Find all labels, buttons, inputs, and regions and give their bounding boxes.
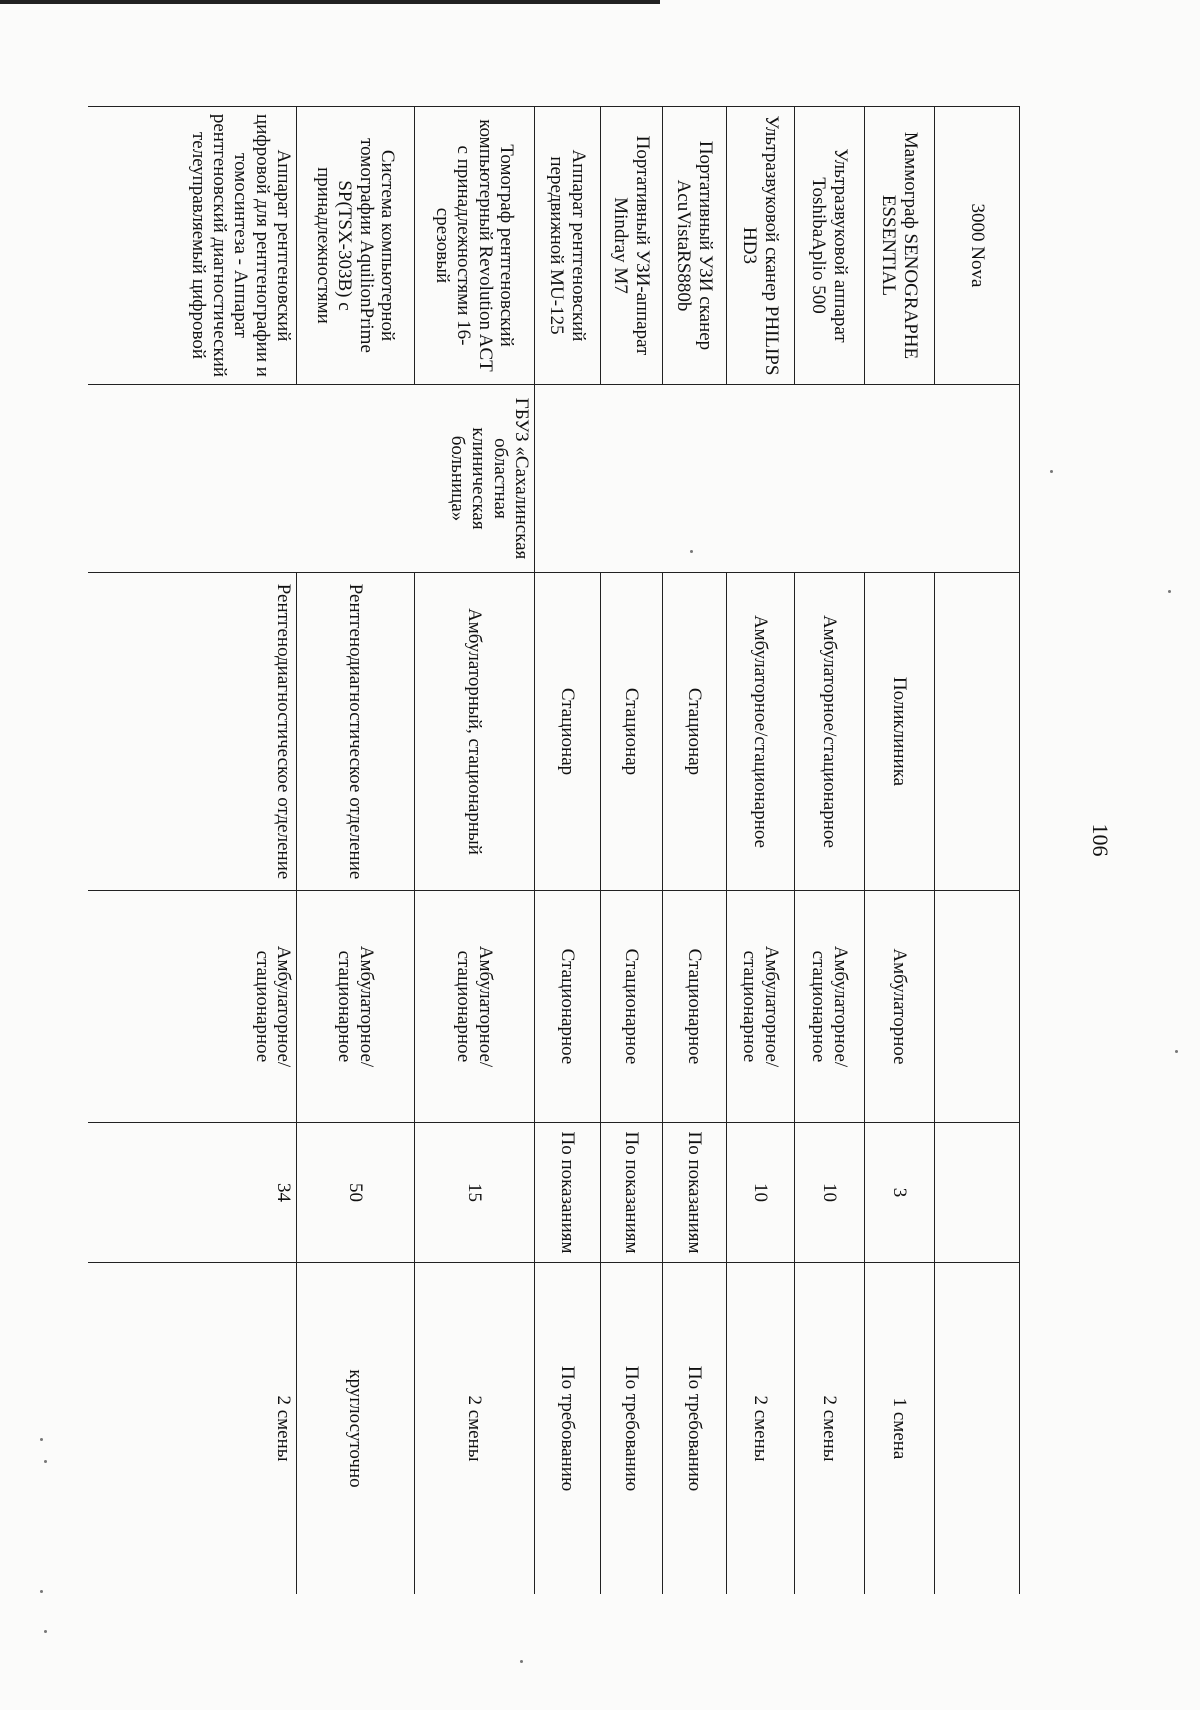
table-row [88,107,297,1595]
scan-dot [520,1660,523,1663]
mode-cell: Стационарное [601,891,663,1123]
shift-cell: По требованию [663,1263,727,1595]
organization-cell: ГБУЗ «Сахалинская областная клиническая больница» [88,385,535,573]
shift-cell [935,1263,1020,1595]
table-row [297,107,415,1595]
table-row [601,107,663,1595]
mode-cell: Стационарное [535,891,601,1123]
load-cell: 3 [865,1123,935,1263]
scan-dot [40,1438,43,1441]
table-row [935,107,1020,1595]
table-row [535,107,601,1595]
unit-cell: Стационар [663,573,727,891]
device-cell: Портативный УЗИ сканер AcuVistaRS880b [663,107,727,385]
device-cell: Ультразвуковой аппарат ToshibaAplio 500 [795,107,865,385]
scan-dot [44,1630,47,1633]
scan-dot [690,550,693,553]
mode-cell: Амбулаторное [865,891,935,1123]
load-cell: По показаниям [663,1123,727,1263]
organization-cell [535,385,1020,573]
load-cell: 50 [297,1123,415,1263]
top-border-line [0,0,660,4]
unit-cell: Рентгенодиагностическое отделение [297,573,415,891]
unit-cell: Стационар [601,573,663,891]
shift-cell: 2 смены [88,1263,297,1595]
device-cell: Система компьютерной томографии AquilionPrime SP(TSX-303B) с принадлежностями [297,107,415,385]
load-cell [935,1123,1020,1263]
mode-cell: Амбулаторное/ стационарное [88,891,297,1123]
device-cell: Портативный УЗИ-аппарат Mindray M7 [601,107,663,385]
equipment-table [88,106,1020,1594]
unit-cell: Поликлиника [865,573,935,891]
mode-cell: Амбулаторное/ стационарное [795,891,865,1123]
load-cell: 15 [415,1123,535,1263]
mode-cell: Амбулаторное/ стационарное [727,891,795,1123]
mode-cell: Стационарное [663,891,727,1123]
shift-cell: По требованию [601,1263,663,1595]
device-cell: 3000 Nova [935,107,1020,385]
load-cell: По показаниям [535,1123,601,1263]
device-cell: Томограф рентгеновский компьютерный Revolution ACT с принадлежностями 16-срезовый [415,107,535,385]
table-row [663,107,727,1595]
load-cell: 10 [795,1123,865,1263]
unit-cell: Стационар [535,573,601,891]
load-cell: По показаниям [601,1123,663,1263]
scan-dot [1175,1050,1178,1053]
unit-cell: Амбулаторное/стационарное [727,573,795,891]
table-row [415,107,535,1595]
shift-cell: 2 смены [415,1263,535,1595]
mode-cell: Амбулаторное/ стационарное [297,891,415,1123]
device-cell: Аппарат рентгеновский цифровой для рентгенографии и томосинтеза - Аппарат рентгеновский диагностический телеуправляемый цифровой [88,107,297,385]
page-number: 106 [1088,823,1113,857]
table-row [865,107,935,1595]
device-cell: Ультразвуковой сканер PHILIPS HD3 [727,107,795,385]
shift-cell: 2 смены [795,1263,865,1595]
unit-cell: Амбулаторный, стационарный [415,573,535,891]
mode-cell: Амбулаторное/ стационарное [415,891,535,1123]
mode-cell [935,891,1020,1123]
shift-cell: По требованию [535,1263,601,1595]
device-cell: Аппарат рентгеновский передвижной MU-125 [535,107,601,385]
unit-cell: Амбулаторное/стационарное [795,573,865,891]
load-cell: 34 [88,1123,297,1263]
shift-cell: круглосуточно [297,1263,415,1595]
scan-dot [1168,590,1171,593]
scan-dot [44,1460,47,1463]
equipment-table-container [88,106,1020,1594]
unit-cell: Рентгенодиагностическое отделение [88,573,297,891]
unit-cell [935,573,1020,891]
device-cell: Маммограф SENOGRAPHE ESSENTIAL [865,107,935,385]
shift-cell: 2 смены [727,1263,795,1595]
scan-dot [1050,470,1053,473]
scan-dot [40,1590,43,1593]
load-cell: 10 [727,1123,795,1263]
table-row [727,107,795,1595]
shift-cell: 1 смена [865,1263,935,1595]
table-row [795,107,865,1595]
